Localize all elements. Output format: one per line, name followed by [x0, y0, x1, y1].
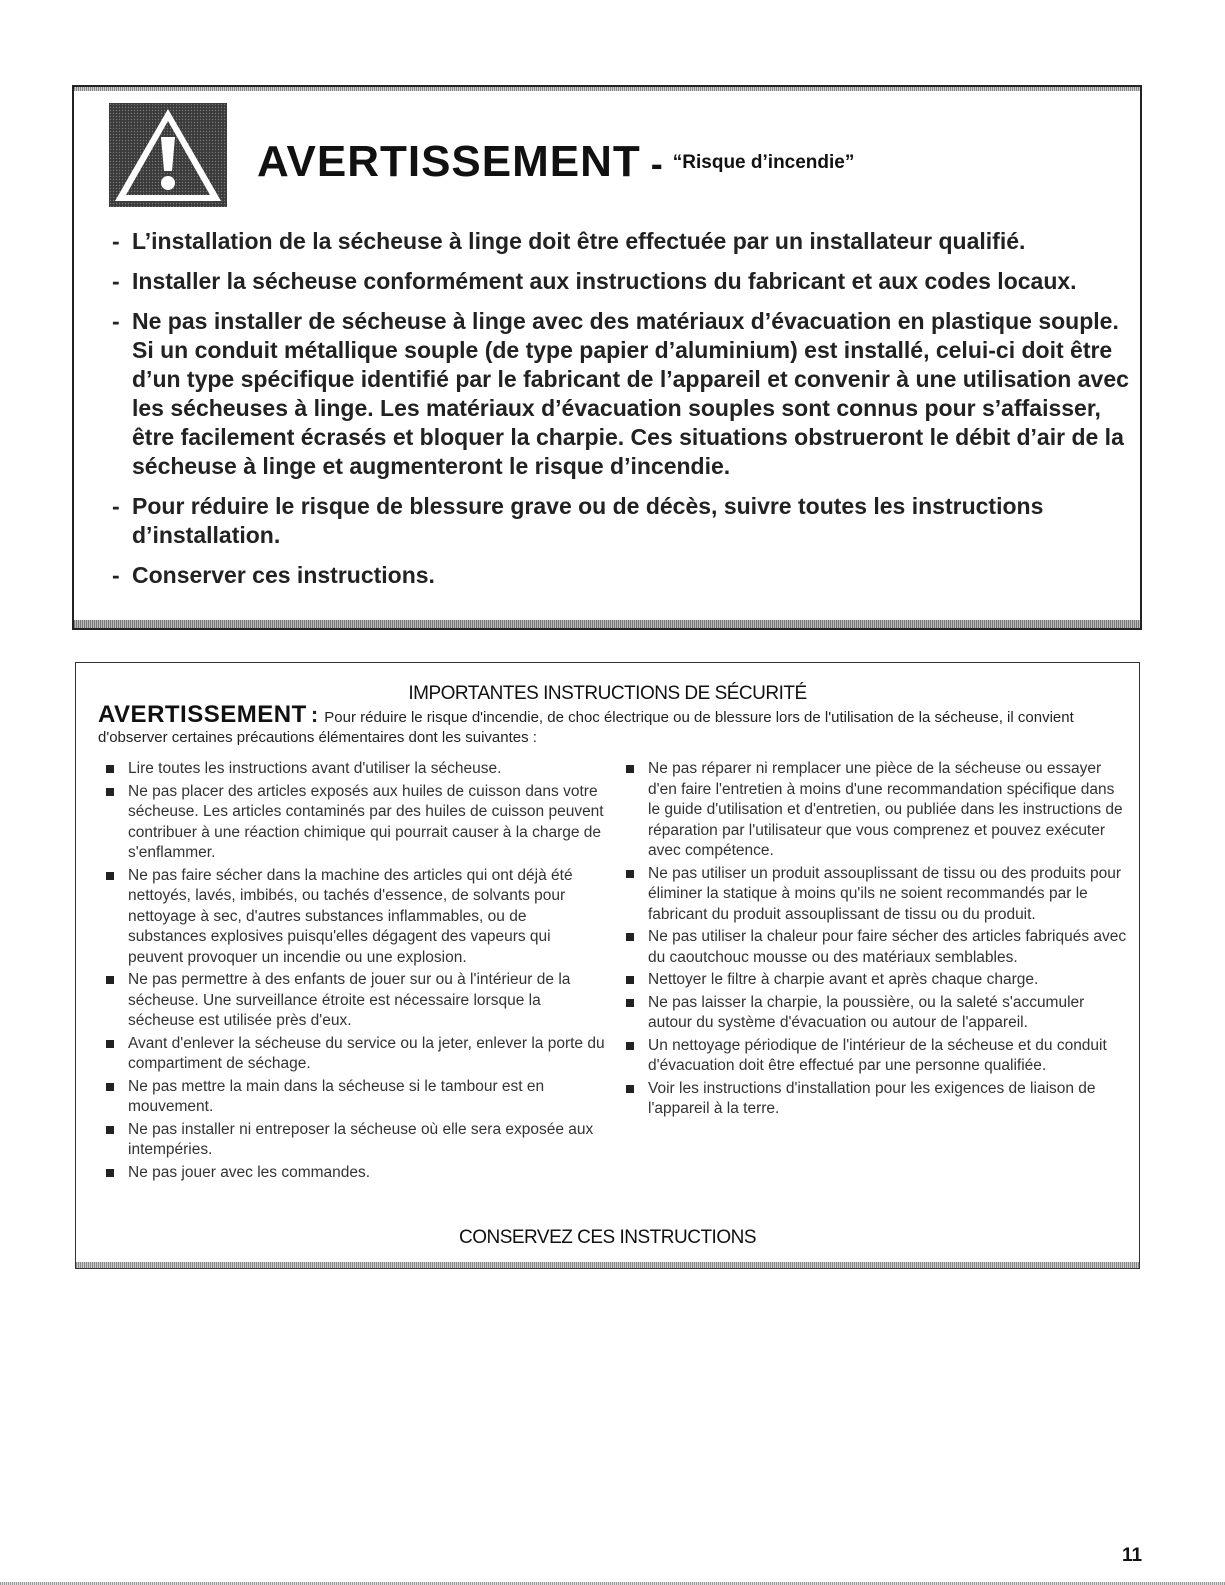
- safety-title: IMPORTANTES INSTRUCTIONS DE SÉCURITÉ: [408, 683, 807, 704]
- list-item: Un nettoyage périodique de l'intérieur de la sécheuse et du conduit d'évacuation doit être effectué par une personne qualifiée.: [624, 1036, 1129, 1077]
- list-item: Ne pas utiliser la chaleur pour faire sécher des articles fabriqués avec du caoutchouc mousse ou des matériaux semblables.: [624, 927, 1129, 968]
- safety-instructions-box: [75, 662, 1140, 1269]
- list-item: Nettoyer le filtre à charpie avant et après chaque charge.: [624, 970, 1129, 991]
- safety-intro-text: Pour réduire le risque d'incendie, de choc électrique ou de blessure lors de l'utilisation de la sécheuse, il convient d'observer certaines précautions élémentaires dont les suivantes :: [98, 709, 1074, 746]
- list-item: Ne pas faire sécher dans la machine des articles qui ont déjà été nettoyés, lavés, imbibés, ou tachés d'essence, de solvants pour nettoyage à sec, d'autres substances inflammables, ou de substances explosives puisqu'elles dégagent des vapeurs qui peuvent provoquer un incendie ou une explosion.: [104, 866, 609, 969]
- square-bullet-icon: [626, 870, 634, 878]
- square-bullet-icon: [106, 1126, 114, 1134]
- square-bullet-icon: [106, 1083, 114, 1091]
- warning-title: AVERTISSEMENT: [257, 137, 641, 186]
- warning-subtitle: “Risque d’incendie”: [672, 152, 855, 173]
- safety-footer: CONSERVEZ CES INSTRUCTIONS: [458, 1227, 757, 1248]
- list-item: Ne pas réparer ni remplacer une pièce de la sécheuse ou essayer d'en faire l'entretien à moins d'une recommandation spécifique dans le guide d'utilisation et d'entretien, ou publiée dans les instructions de réparation par l'utilisateur que vous comprenez et pouvez exécuter avec compétence.: [624, 759, 1129, 862]
- warning-title-separator: -: [650, 143, 663, 184]
- page-number: 11: [1122, 1545, 1143, 1566]
- square-bullet-icon: [626, 765, 634, 773]
- list-item: Ne pas utiliser un produit assouplissant de tissu ou des produits pour éliminer la statique à moins qu'ils ne soient recommandés par le fabricant du produit assouplissant de tissu ou du produit.: [624, 864, 1129, 926]
- list-item: Ne pas jouer avec les commandes.: [104, 1163, 609, 1184]
- safety-intro-lead: AVERTISSEMENT: [98, 701, 307, 728]
- warning-item: - Installer la sécheuse conformément aux instructions du fabricant et aux codes locaux.: [112, 268, 1077, 294]
- fire-warning-box: [72, 85, 1142, 630]
- warning-triangle-icon: [109, 103, 227, 207]
- safety-bottom-rule: [76, 1262, 1139, 1268]
- list-item: Voir les instructions d'installation pour les exigences de liaison de l'appareil à la terre.: [624, 1079, 1129, 1120]
- safety-list-left: [104, 759, 609, 1185]
- square-bullet-icon: [626, 933, 634, 941]
- square-bullet-icon: [106, 788, 114, 796]
- square-bullet-icon: [626, 976, 634, 984]
- safety-intro: [98, 701, 1128, 748]
- list-item: Ne pas installer ni entreposer la sécheuse où elle sera exposée aux intempéries.: [104, 1120, 609, 1161]
- safety-intro-colon: :: [310, 702, 319, 727]
- warning-item: - Ne pas installer de sécheuse à linge avec des matériaux d’évacuation en plastique souple. Si un conduit métallique souple (de type papier d’aluminium) est installé, celui-ci doit être d’un type spécifique identifié par le fabricant de l’appareil et convenir à une utilisation avec les sécheuses à linge. Les matériaux d’évacuation souples sont connus pour s’affaisser, être facilement écrasés et bloquer la charpie. Ces situations obstrueront le débit d’air de la sécheuse à linge et augmenteront le risque d’incendie.: [112, 308, 1129, 479]
- list-item: Lire toutes les instructions avant d'utiliser la sécheuse.: [104, 759, 609, 780]
- square-bullet-icon: [106, 976, 114, 984]
- warning-list: [112, 227, 1132, 601]
- square-bullet-icon: [106, 765, 114, 773]
- warning-bottom-rule: [74, 620, 1140, 628]
- warning-item: - L’installation de la sécheuse à linge doit être effectuée par un installateur qualifié.: [112, 228, 1026, 254]
- warning-item: - Pour réduire le risque de blessure grave ou de décès, suivre toutes les instructions d’installation.: [112, 493, 1044, 548]
- list-item: Avant d'enlever la sécheuse du service ou la jeter, enlever la porte du compartiment de séchage.: [104, 1034, 609, 1075]
- square-bullet-icon: [106, 1169, 114, 1177]
- list-item: Ne pas mettre la main dans la sécheuse si le tambour est en mouvement.: [104, 1077, 609, 1118]
- list-item: Ne pas placer des articles exposés aux huiles de cuisson dans votre sécheuse. Les articles contaminés par des huiles de cuisson peuvent contribuer à une réaction chimique qui pourrait causer à la charge de s'enflammer.: [104, 782, 609, 864]
- square-bullet-icon: [626, 1085, 634, 1093]
- square-bullet-icon: [626, 999, 634, 1007]
- square-bullet-icon: [106, 872, 114, 880]
- warning-item: - Conserver ces instructions.: [112, 562, 435, 588]
- warning-heading: [257, 137, 854, 187]
- list-item: Ne pas laisser la charpie, la poussière, ou la saleté s'accumuler autour du système d'évacuation ou autour de l'appareil.: [624, 993, 1129, 1034]
- safety-list-right: [624, 759, 1129, 1122]
- list-item: Ne pas permettre à des enfants de jouer sur ou à l'intérieur de la sécheuse. Une surveillance étroite est nécessaire lorsque la sécheuse est utilisée près d'eux.: [104, 970, 609, 1032]
- square-bullet-icon: [106, 1040, 114, 1048]
- square-bullet-icon: [626, 1042, 634, 1050]
- warning-top-rule: [74, 87, 1140, 91]
